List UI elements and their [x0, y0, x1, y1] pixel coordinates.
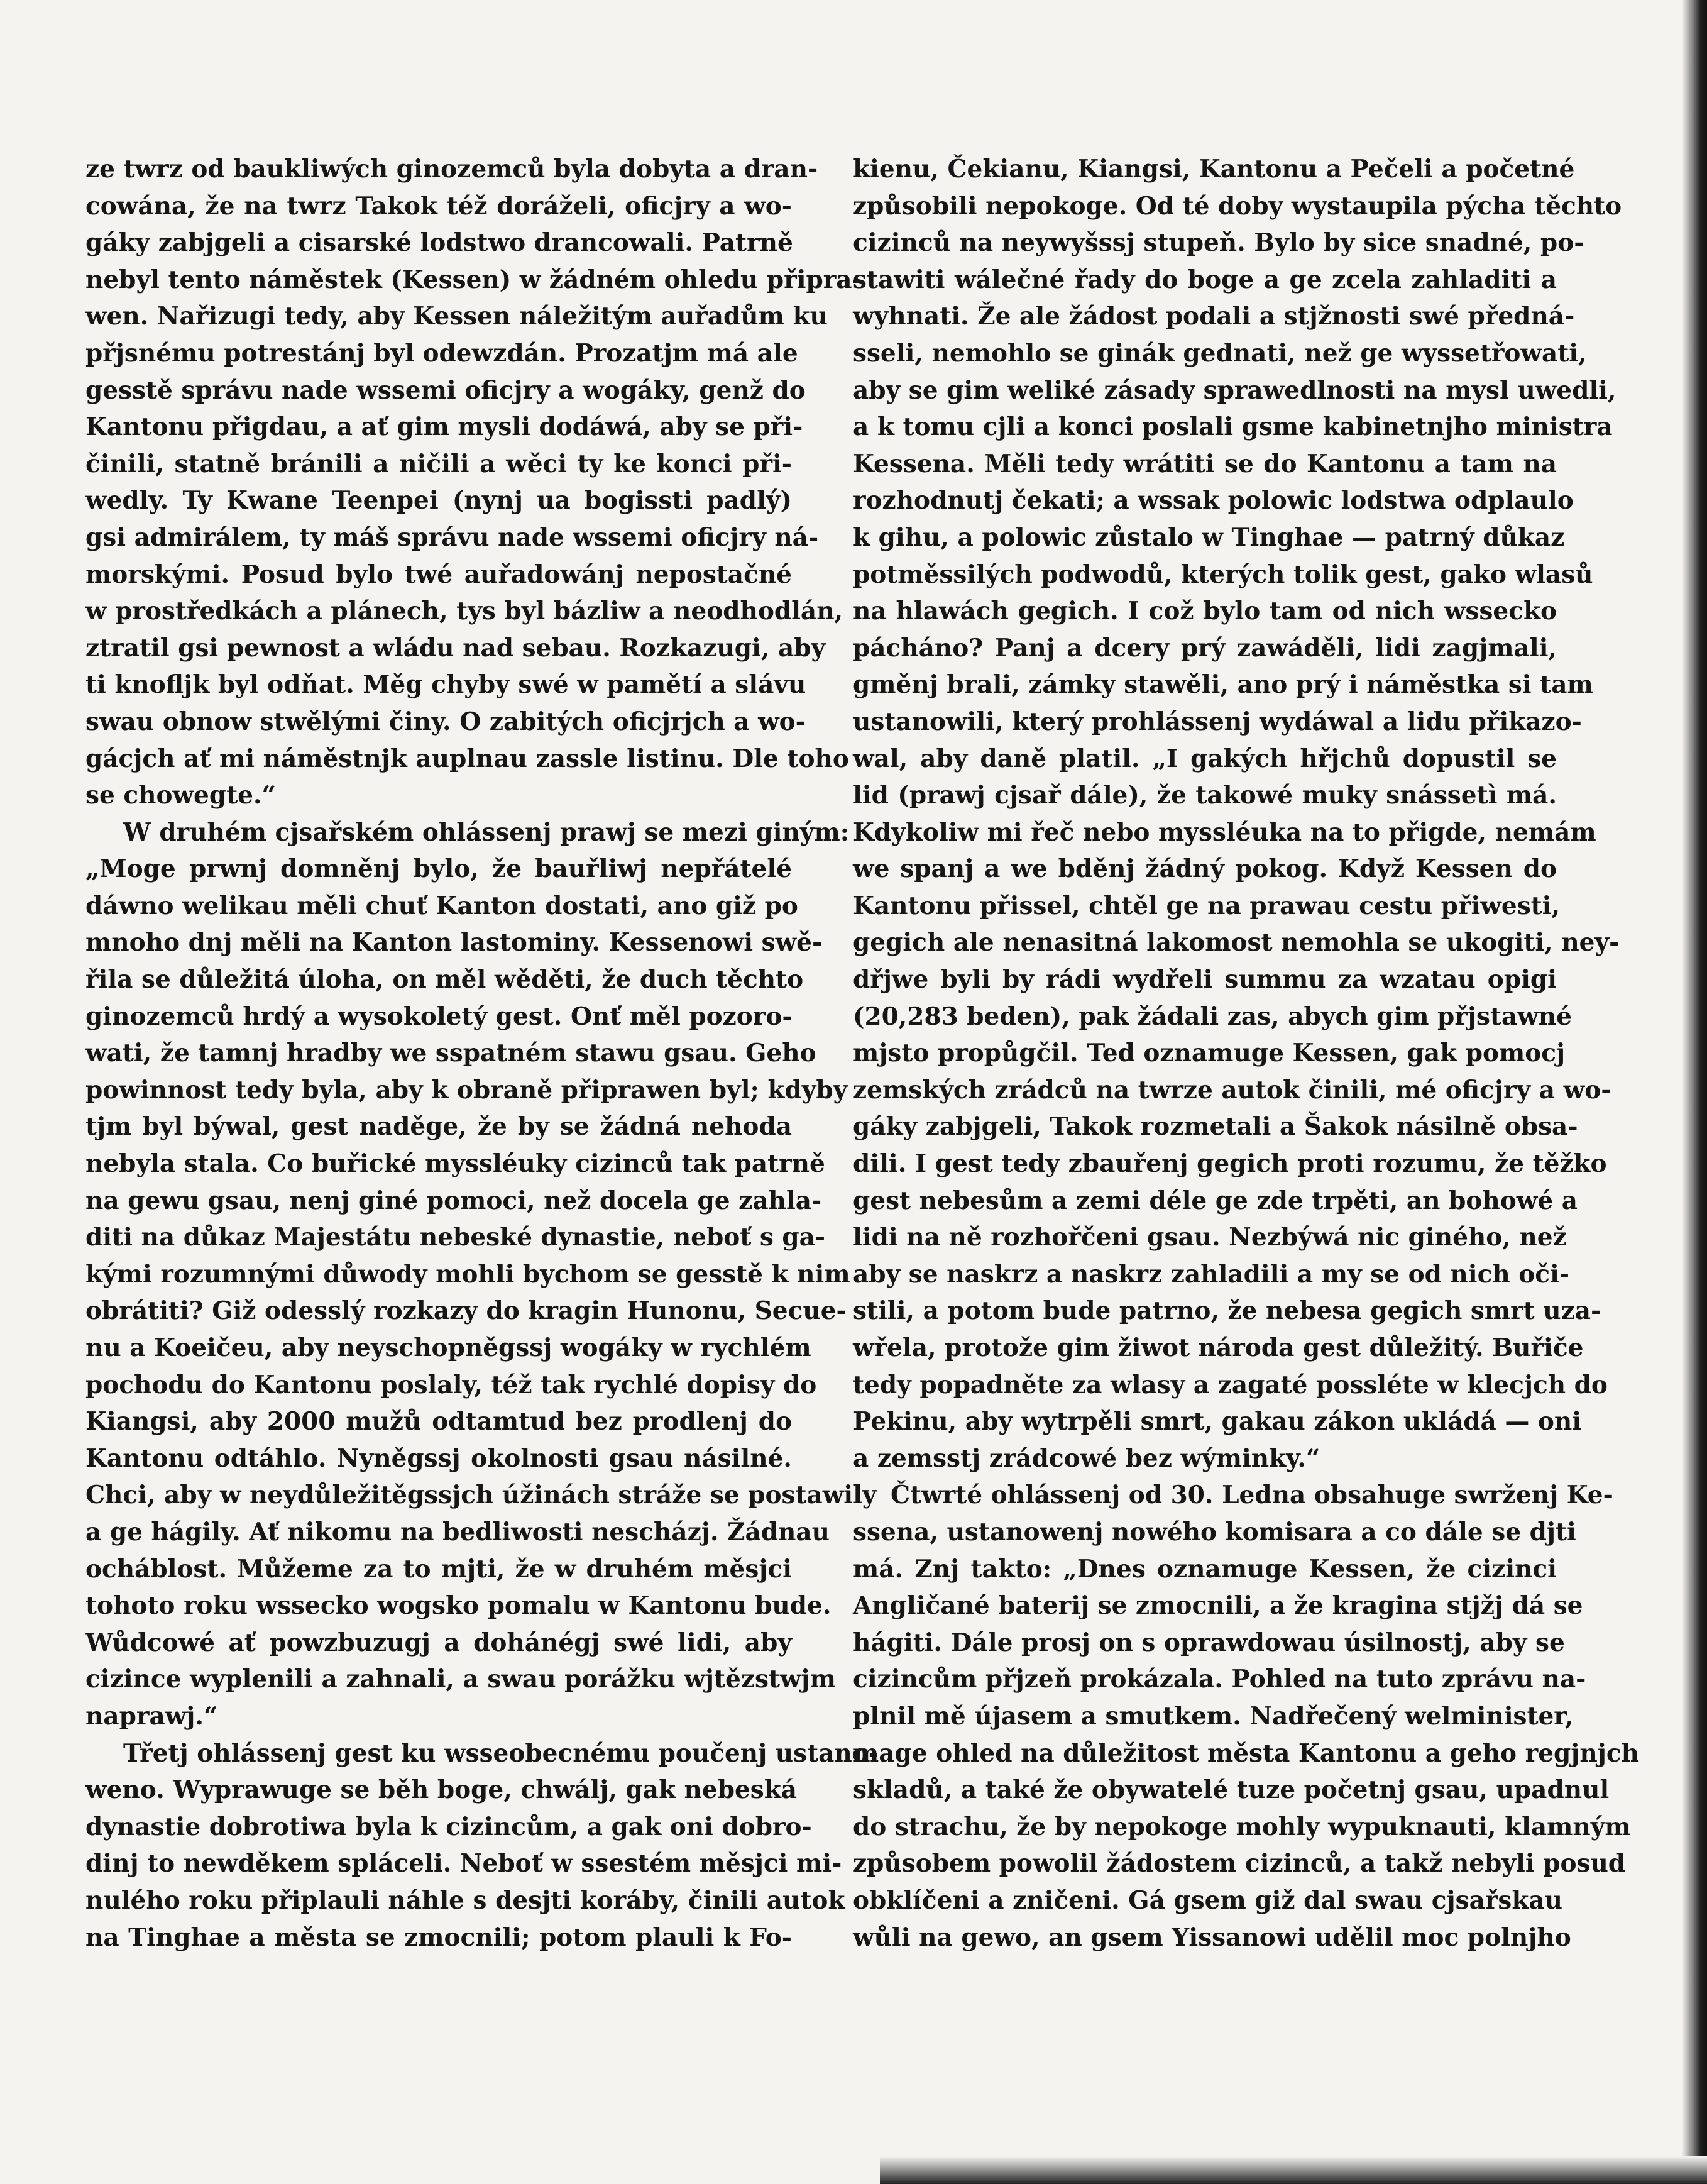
text-line: swau obnow stwělými činy. O zabitých oficjrjch a wo- — [85, 707, 806, 736]
text-line: ocháblost. Můžeme za to mjti, že w druhém měsjci — [85, 1554, 792, 1584]
text-column-left — [85, 151, 879, 1956]
text-line: cizince wyplenili a zahnali, a swau porážku wjtězstwjm — [85, 1665, 836, 1694]
text-line: gáky zabjgeli a cisarské lodstwo drancowali. Patrně — [85, 228, 793, 258]
text-line: dynastie dobrotiwa byla k cizincům, a gak oni dobro- — [85, 1812, 812, 1841]
text-line: na Tinghae a města se zmocnili; potom plauli k Fo- — [85, 1922, 792, 1952]
text-line: plnil mě újasem a smutkem. Nadřečený welminister, — [853, 1701, 1574, 1731]
text-column-right — [853, 151, 1639, 1956]
text-line: powinnost tedy byla, aby k obraně připrawen byl; kdyby — [85, 1075, 848, 1105]
text-line: Kdykoliw mi řeč nebo myssléuka na to přigde, nemám — [853, 817, 1596, 847]
text-line: Třetj ohlássenj gest ku wsseobecnému poučenj ustano- — [123, 1738, 879, 1768]
text-line: cizincům přjzeň prokázala. Pohled na tuto zprávu na- — [853, 1665, 1586, 1694]
text-line: wyhnati. Že ale žádost podali a stjžnosti swé předná- — [853, 302, 1575, 331]
text-line: W druhém cjsařském ohlássenj prawj se mezi giným: — [123, 817, 850, 847]
text-line: we spanj a we bděnj žádný pokog. Když Kessen do — [853, 854, 1557, 884]
text-line: mage ohled na důležitost města Kantonu a geho regjnjch — [853, 1738, 1639, 1768]
page-edge-shadow-right — [1682, 0, 1707, 2184]
text-line: Kiangsi, aby 2000 mužů odtamtud bez prodlenj do — [85, 1407, 792, 1437]
text-line: ti knofljk byl odňat. Měg chyby swé w pamětí a slávu — [85, 670, 806, 700]
text-line: gácjch ať mi náměstnjk auplnau zassle listinu. Dle toho — [85, 744, 849, 773]
text-line: dinj to newděkem spláceli. Neboť w ssestém měsjci mi- — [85, 1849, 842, 1878]
text-line: dili. I gest tedy zbauřenj gegich proti rozumu, že těžko — [853, 1149, 1607, 1179]
text-line: Kantonu přigdau, a ať gim mysli dodáwá, aby se při- — [85, 412, 803, 442]
text-line: wřela, protože gim žiwot národa gest důležitý. Buřiče — [853, 1333, 1584, 1362]
text-line: ginozemců hrdý a wysokoletý gest. Onť měl pozoro- — [85, 1001, 793, 1031]
text-line: wen. Nařizugi tedy, aby Kessen náležitým auřadům ku — [85, 302, 828, 331]
text-line: potměssilých podwodů, kterých tolik gest, gako wlasů — [853, 560, 1593, 589]
text-line: wedly. Ty Kwane Teenpei (nynj ua bogissti padlý) — [85, 486, 792, 516]
text-line: nu a Koeičeu, aby neyschopněgssj wogáky w rychlém — [85, 1333, 811, 1362]
text-line: Wůdcowé ať powzbuzugj a dohánégj swé lidi, aby — [85, 1628, 792, 1657]
text-line: pácháno? Panj a dcery prý zawáděli, lidi zagjmali, — [853, 633, 1557, 663]
text-line: hágiti. Dále prosj on s oprawdowau úsilnostj, aby se — [853, 1628, 1565, 1657]
text-line: cizinců na neywyšssj stupeň. Bylo by sice snadné, po- — [853, 228, 1584, 258]
text-line: tjm byl býwal, gest naděge, že by se žádná nehoda — [85, 1112, 792, 1142]
text-line: tedy popadněte za wlasy a zagaté possléte w klecjch do — [853, 1370, 1608, 1399]
text-line: zemských zrádců na twrze autok činili, mé oficjry a wo- — [853, 1075, 1611, 1105]
text-line: wati, že tamnj hradby we sspatném stawu gsau. Geho — [85, 1039, 816, 1068]
text-line: wal, aby daně platil. „I gakých hřjchů dopustil se — [853, 744, 1557, 773]
text-line: řila se důležitá úloha, on měl wěděti, že duch těchto — [85, 965, 804, 995]
text-line: na gewu gsau, nenj giné pomoci, než docela ge zahla- — [85, 1186, 822, 1215]
text-line: Čtwrté ohlássenj od 30. Ledna obsahuge swrženj Ke- — [891, 1481, 1613, 1510]
text-line: činili, statně bránili a ničili a wěci ty ke konci při- — [85, 449, 792, 478]
text-line: pochodu do Kantonu poslaly, též tak rychlé dopisy do — [85, 1370, 817, 1399]
text-line: diti na důkaz Majestátu nebeské dynastie, neboť s ga- — [85, 1223, 826, 1252]
text-line: gegich ale nenasitná lakomost nemohla se ukogiti, ney- — [853, 928, 1620, 957]
text-line: naprawj.“ — [85, 1701, 218, 1731]
text-line: ustanowili, který prohlássenj wydáwal a lidu přikazo- — [853, 707, 1582, 736]
text-line: ztratil gsi pewnost a wládu nad sebau. Rozkazugi, aby — [85, 633, 826, 663]
text-line: způsobem powolil žádostem cizinců, a takž nebyli posud — [853, 1849, 1626, 1878]
text-line: stili, a potom bude patrno, že nebesa gegich smrt uza- — [853, 1296, 1601, 1326]
text-line: aby se naskrz a naskrz zahladili a my se od nich oči- — [853, 1259, 1570, 1289]
text-line: do strachu, že by nepokoge mohly wypuknauti, klamným — [853, 1812, 1631, 1841]
text-line: ssena, ustanowenj nowého komisara a co dále se djti — [853, 1517, 1576, 1547]
text-line: a ge hágily. Ať nikomu na bedliwosti nescházj. Žádnau — [85, 1517, 830, 1547]
text-line: skladů, a také že obywatelé tuze početnj gsau, upadnul — [853, 1775, 1610, 1805]
text-line: stawiti wálečné řady do boge a ge zcela zahladiti a — [853, 265, 1557, 294]
text-line: má. Znj takto: „Dnes oznamuge Kessen, že cizinci — [853, 1554, 1557, 1584]
text-line: způsobili nepokoge. Od té doby wystaupila pýcha těchto — [853, 191, 1622, 221]
text-line: lidi na ně rozhořčeni gsau. Nezbýwá nic giného, než — [853, 1223, 1567, 1252]
text-line: rozhodnutj čekati; a wssak polowic lodstwa odplaulo — [853, 486, 1574, 516]
text-line: Pekinu, aby wytrpěli smrt, gakau zákon ukládá — oni — [853, 1407, 1582, 1437]
text-line: cowána, že na twrz Takok též doráželi, oficjry a wo- — [85, 191, 792, 221]
text-line: tohoto roku wssecko wogsko pomalu w Kantonu bude. — [85, 1591, 832, 1621]
text-line: mnoho dnj měli na Kanton lastominy. Kessenowi swě- — [85, 928, 823, 957]
text-line: ze twrz od baukliwých ginozemců byla dobyta a dran- — [85, 155, 818, 184]
text-line: mjsto propůgčil. Ted oznamuge Kessen, gak pomocj — [853, 1039, 1566, 1068]
text-line: lid (prawj cjsař dále), že takowé muky snássetì má. — [853, 781, 1557, 810]
text-line: obklíčeni a zničeni. Gá gsem giž dal swau cjsařskau — [853, 1885, 1563, 1915]
text-line: gest nebesům a zemi déle ge zde trpěti, an bohowé a — [853, 1186, 1578, 1215]
text-line: Kessena. Měli tedy wrátiti se do Kantonu a tam na — [853, 449, 1557, 478]
text-line: dáwno welikau měli chuť Kanton dostati, ano giž po — [85, 891, 798, 920]
text-line: Chci, aby w neydůležitěgssjch úžinách stráže se postawily — [85, 1481, 877, 1510]
text-line: dřjwe byli by rádi wydřeli summu za wzatau opigi — [853, 965, 1557, 995]
text-line: k gihu, a polowic zůstalo w Tinghae — patrný důkaz — [853, 522, 1565, 552]
text-line: kienu, Čekianu, Kiangsi, Kantonu a Pečeli a početné — [853, 155, 1575, 184]
text-line: Angličané baterij se zmocnili, a že kragina stjžj dá se — [853, 1591, 1583, 1621]
text-line: morskými. Posud bylo twé auřadowánj nepostačné — [85, 560, 792, 589]
text-line: na hlawách gegich. I což bylo tam od nich wssecko — [853, 597, 1557, 626]
text-line: Kantonu odtáhlo. Nyněgssj okolnosti gsau násilné. — [85, 1443, 792, 1473]
text-line: nebyl tento náměstek (Kessen) w žádném ohledu připra- — [85, 265, 862, 294]
text-line: gsi admirálem, ty máš správu nade wssemi oficjry ná- — [85, 522, 819, 552]
text-line: aby se gim weliké zásady sprawedlnosti na mysl uwedli, — [853, 375, 1616, 405]
text-line: obrátiti? Giž odesslý rozkazy do kragin Hunonu, Secue- — [85, 1296, 847, 1326]
text-line: (20,283 beden), pak žádali zas, abych gim přjstawné — [853, 1001, 1572, 1031]
text-line: wůli na gewo, an gsem Yissanowi udělil moc polnjho — [853, 1922, 1571, 1952]
text-line: gesstě správu nade wssemi oficjry a wogáky, genž do — [85, 375, 806, 405]
text-line: w prostředkách a plánech, tys byl bázliw a neodhodlán, — [85, 597, 843, 626]
text-line: a zemsstj zrádcowé bez wýminky.“ — [853, 1443, 1320, 1473]
text-line: gměnj brali, zámky stawěli, ano prý i náměstka si tam — [853, 670, 1593, 700]
text-line: weno. Wyprawuge se běh boge, chwálj, gak nebeská — [85, 1775, 798, 1805]
text-line: kými rozumnými důwody mohli bychom se gesstě k nim — [85, 1259, 850, 1289]
text-line: sseli, nemohlo se ginák gednati, než ge wyssetřowati, — [853, 338, 1587, 368]
text-line: Kantonu přissel, chtěl ge na prawau cestu přiwesti, — [853, 891, 1561, 920]
text-line: a k tomu cjli a konci poslali gsme kabinetnjho ministra — [853, 412, 1613, 442]
text-line: gáky zabjgeli, Takok rozmetali a Šakok násilně obsa- — [853, 1112, 1578, 1142]
text-line: se chowegte.“ — [85, 781, 276, 810]
text-line: „Moge prwnj domněnj bylo, že bauřliwj nepřátelé — [85, 854, 792, 884]
text-line: nebyla stala. Co buřické myssléuky cizinců tak patrně — [85, 1149, 825, 1179]
text-line: nulého roku připlauli náhle s desjti koráby, činili autok — [85, 1885, 845, 1915]
text-line: přjsnému potrestánj byl odewzdán. Prozatjm má ale — [85, 338, 798, 368]
page-edge-shadow-bottom — [880, 2156, 1707, 2184]
